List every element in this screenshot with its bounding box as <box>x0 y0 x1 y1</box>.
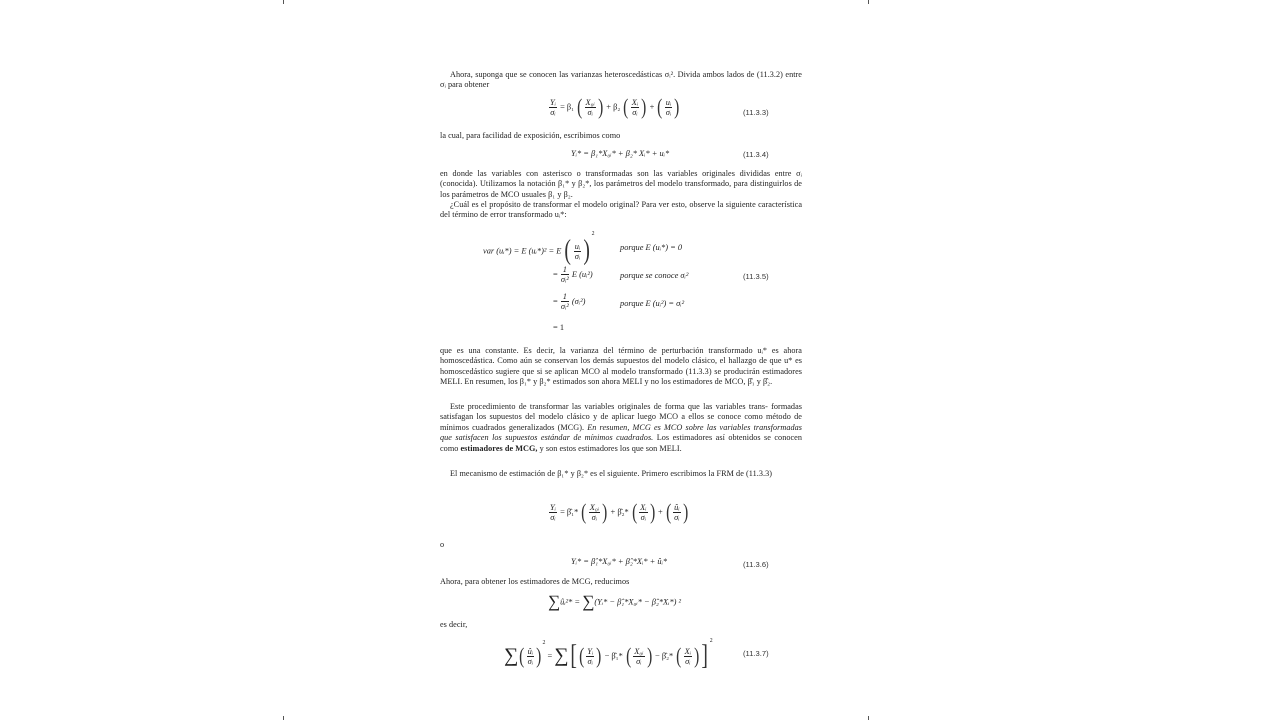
equation-11-3-3: $\frac{\text{Yᵢ}}{\text{σᵢ}}$ = β₁ ( $\frac{\text{X₀ᵢ}}{\text{σᵢ}}$ ) + β₂ ( $\frac{\text{Xᵢ}}{\text{σᵢ}}$ ) + ( $\frac{\text{uᵢ}}{\text{σᵢ}}$ ) <box>550 94 680 119</box>
equation-number-11-3-6: (11.3.6) <box>743 560 769 569</box>
paragraph-asterisk-variables: en donde las variables con asterisco o transformadas son las variables originales divididas entre σᵢ (conocida). Utilizamos la notación β₁* y β₂*, los parámetros del modelo transformado, para distinguirlos de los parámetros de MCO usuales β₁ y β₂. <box>440 169 802 199</box>
crop-mark-top-right <box>868 0 869 4</box>
paragraph-es-decir: es decir, <box>440 620 468 629</box>
equation-number-11-3-7: (11.3.7) <box>743 649 769 658</box>
equation-11-3-7: ∑( $\frac{\text{ûᵢ}}{\text{σᵢ}}$ )$^2$ = ∑[ ( $\frac{\text{Yᵢ}}{\text{σᵢ}}$ ) − β̂₁* ( $\frac{\text{X₀ᵢ}}{\text{σᵢ}}$ ) − β̂₂* ( $\frac{\text{Xᵢ}}{\text{σᵢ}}$ )]$^2$ <box>504 638 713 672</box>
equation-number-11-3-4: (11.3.4) <box>743 150 769 159</box>
paragraph-mechanism: El mecanismo de estimación de β₁* y β₂* es el siguiente. Primero escribimos la FRM de (11.3.3) <box>450 469 772 478</box>
equation-11-3-5-reason-3: porque E (uᵢ²) = σᵢ² <box>620 299 685 308</box>
crop-mark-bottom-left <box>283 716 284 720</box>
paragraph-homoscedastic: que es una constante. Es decir, la varianza del término de perturbación transformado uᵢ* es ahora homoscedástica. Como aún se conservan los demás supuestos del modelo clásico, el hallazgo de que u* es homoscedástico sugiere que si se aplican MCO al modelo transformado (11.3.3) se producirán estimadores MELI. En resumen, los β₁* y β₂* estimados son ahora MELI y no los estimadores de MCO, β̂₁ y β̂₂. <box>440 346 802 387</box>
equation-11-3-5-line-2: = $\frac{1}{\text{σᵢ²}}$ E (uᵢ²) <box>553 265 593 284</box>
equation-11-3-6: Yᵢ* = β̂₁*X₀ᵢ* + β̂₂*Xᵢ* + ûᵢ* <box>571 557 668 566</box>
paragraph-minimize: Ahora, para obtener los estimadores de MCG, reducimos <box>440 577 630 586</box>
paragraph-mcg-definition: Este procedimiento de transformar las variables originales de forma que las variables trans- formadas satisfagan los supuestos del modelo clásico y de aplicar luego MCO a ellos se conoce como método de mínimos cuadrados generalizados (MCG). En resumen, MCG es MCO sobre las variables transformadas que satisfacen los supuestos estándar de mínimos cuadrados. Los estimadores así obtenidos se conocen como estimadores de MCG, y son estos estimadores los que son MELI. <box>440 402 802 453</box>
equation-11-3-5-reason-1: porque E (uᵢ*) = 0 <box>620 243 683 252</box>
equation-number-11-3-3: (11.3.3) <box>743 108 769 117</box>
equation-11-3-5-line-3: = $\frac{1}{\text{σᵢ²}}$ (σᵢ²) <box>553 292 586 311</box>
equation-frm: $\frac{\text{Yᵢ}}{\text{σᵢ}}$ = β̂₁* ( $\frac{\text{X₀ᵢ}}{\text{σᵢ}}$ ) + β̂₂* ( $\frac{\text{Xᵢ}}{\text{σᵢ}}$ ) + ( $\frac{\text{ûᵢ}}{\text{σᵢ}}$ ) <box>550 499 688 524</box>
crop-mark-bottom-right <box>868 716 869 720</box>
equation-number-11-3-5: (11.3.5) <box>743 272 769 281</box>
equation-11-3-4: Yᵢ* = β₁*X₀ᵢ* + β₂* Xᵢ* + uᵢ* <box>571 149 670 158</box>
equation-11-3-5-reason-2: porque se conoce σᵢ² <box>620 271 689 280</box>
equation-minimize-sum: ∑ûᵢ²* = ∑(Yᵢ* − β̂₁*X₀ᵢ* − β̂₂*Xᵢ*) ² <box>548 592 682 611</box>
paragraph-exposition: la cual, para facilidad de exposición, escribimos como <box>440 131 621 140</box>
equation-11-3-5-line-1: var (uᵢ*) = E (uᵢ*)² = E ( $\frac{\text{uᵢ}}{\text{σᵢ}}$ )$^2$ <box>483 231 595 267</box>
paragraph-intro: Ahora, suponga que se conocen las varianzas heteroscedásticas σᵢ². Divida ambos lados de (11.3.2) entre σᵢ para obtener <box>440 70 802 90</box>
equation-11-3-5-line-4: = 1 <box>553 323 565 332</box>
paragraph-purpose: ¿Cuál es el propósito de transformar el modelo original? Para ver esto, observe la siguiente característica del término de error transformado uᵢ*: <box>440 200 802 220</box>
paragraph-o: o <box>440 540 445 549</box>
crop-mark-top-left <box>283 0 284 4</box>
